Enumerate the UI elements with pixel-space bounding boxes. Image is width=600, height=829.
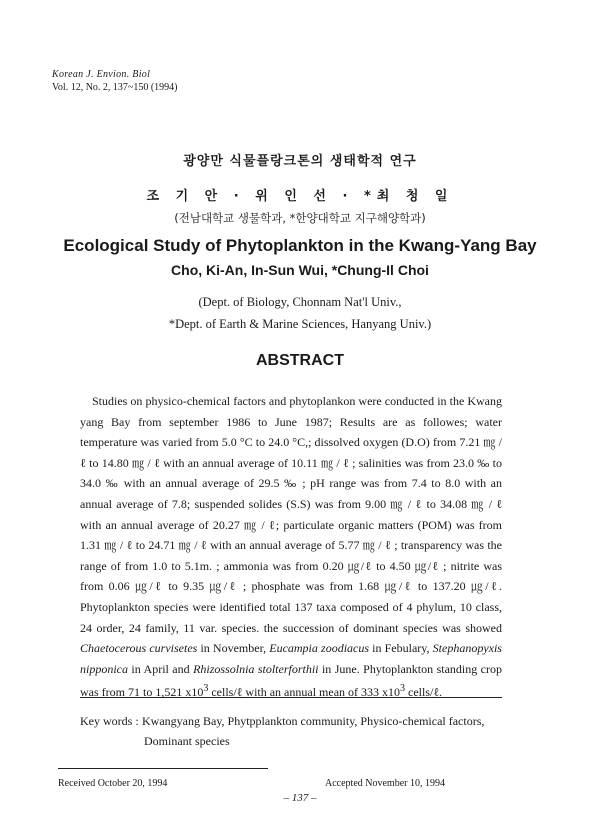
- abstract-text: in November,: [197, 641, 270, 656]
- keywords: [80, 711, 520, 751]
- species-name: Chaetocerous curvisetes: [80, 641, 198, 656]
- abstract-text: in April and: [128, 661, 194, 676]
- abstract-paragraph: [80, 391, 502, 703]
- title-english: Ecological Study of Phytoplankton in the Kwang-Yang Bay: [63, 236, 537, 255]
- exponent: 3: [400, 683, 406, 695]
- species-name: Rhizossolnia stolterforthii: [193, 661, 319, 676]
- abstract-text: Studies on physico-chemical factors and phytoplankon were conducted in the Kwang yang Bay from september 1986 to June 1987; Results are as followes; water temperature was varied from 5.0 °C to 24.0 °C,; dissolved oxygen (D.O) from 7.21 ㎎ / ℓ to 14.80 ㎎ / ℓ with an annual average of 10.11 ㎎ / ℓ ; salinities was from 23.0 ‰ to 34.0 ‰ with an annual average of 29.5 ‰ ; pH range was from 7.4 to 8.0 with an annual average of 7.8; suspended solides (S.S) was from 9.00 ㎎ / ℓ to 34.08 ㎎ / ℓ with an annual average of 20.27 ㎎ / ℓ; particulate organic matters (POM) was from 1.31 ㎎ / ℓ to 24.71 ㎎ / ℓ with an annual average of 5.77 ㎎ / ℓ ; transparency was the range of from 1.0 to 5.1m. ; ammonia was from 0.20 ㎍/ℓ to 4.50 ㎍/ℓ ; nitrite was from 0.06 ㎍/ℓ to 9.35 ㎍/ℓ ; phosphate was from 1.68 ㎍/ℓ to 137.20 ㎍/ℓ. Phytoplankton species were identified total 137 taxa composed of 4 phylum, 10 class, 24 order, 24 family, 11 var. species. the succession of dominant species was showed: [80, 394, 502, 635]
- abstract-heading: ABSTRACT: [256, 352, 344, 369]
- authors-english: Cho, Ki-An, In-Sun Wui, *Chung-Il Choi: [171, 262, 429, 278]
- abstract-text: cells/ℓ.: [405, 685, 443, 700]
- affiliation-english-1: (Dept. of Biology, Chonnam Nat'l Univ.,: [198, 295, 402, 309]
- page-number: – 137 –: [283, 792, 317, 804]
- footer-divider: [58, 768, 268, 769]
- keywords-line-1: Kwangyang Bay, Phytpplankton community, Physico-chemical factors,: [142, 714, 485, 728]
- species-name: Eucampia zoodiacus: [269, 641, 370, 656]
- abstract-body: [80, 391, 502, 703]
- accepted-date: Accepted November 10, 1994: [325, 778, 445, 789]
- title-korean: 광양만 식물플랑크톤의 생태학적 연구: [183, 154, 417, 169]
- journal-volume: Vol. 12, No. 2, 137~150 (1994): [52, 82, 178, 93]
- affiliation-korean: (전남대학교 생물학과, *한양대학교 지구해양학과): [174, 211, 426, 225]
- abstract-text: cells/ℓ with an annual mean of 333 x10: [208, 685, 401, 700]
- divider: [80, 697, 502, 698]
- species-name: Stephanopyxis nipponica: [80, 641, 502, 676]
- journal-citation: [52, 68, 178, 94]
- received-date: Received October 20, 1994: [58, 778, 168, 789]
- keywords-label: Key words :: [80, 714, 139, 728]
- abstract-text: in Febulary,: [369, 641, 433, 656]
- keywords-line-2: Dominant species: [144, 734, 230, 748]
- authors-korean: 조 기 안 · 위 인 선 · *최 청 일: [146, 189, 454, 204]
- exponent: 3: [203, 683, 209, 695]
- affiliation-english-2: *Dept. of Earth & Marine Sciences, Hanyang Univ.): [168, 317, 432, 331]
- abstract-text: in June. Phytoplankton standing crop was from 71 to 1,521 x10: [80, 661, 502, 700]
- journal-name: Korean J. Envion. Biol: [52, 69, 151, 80]
